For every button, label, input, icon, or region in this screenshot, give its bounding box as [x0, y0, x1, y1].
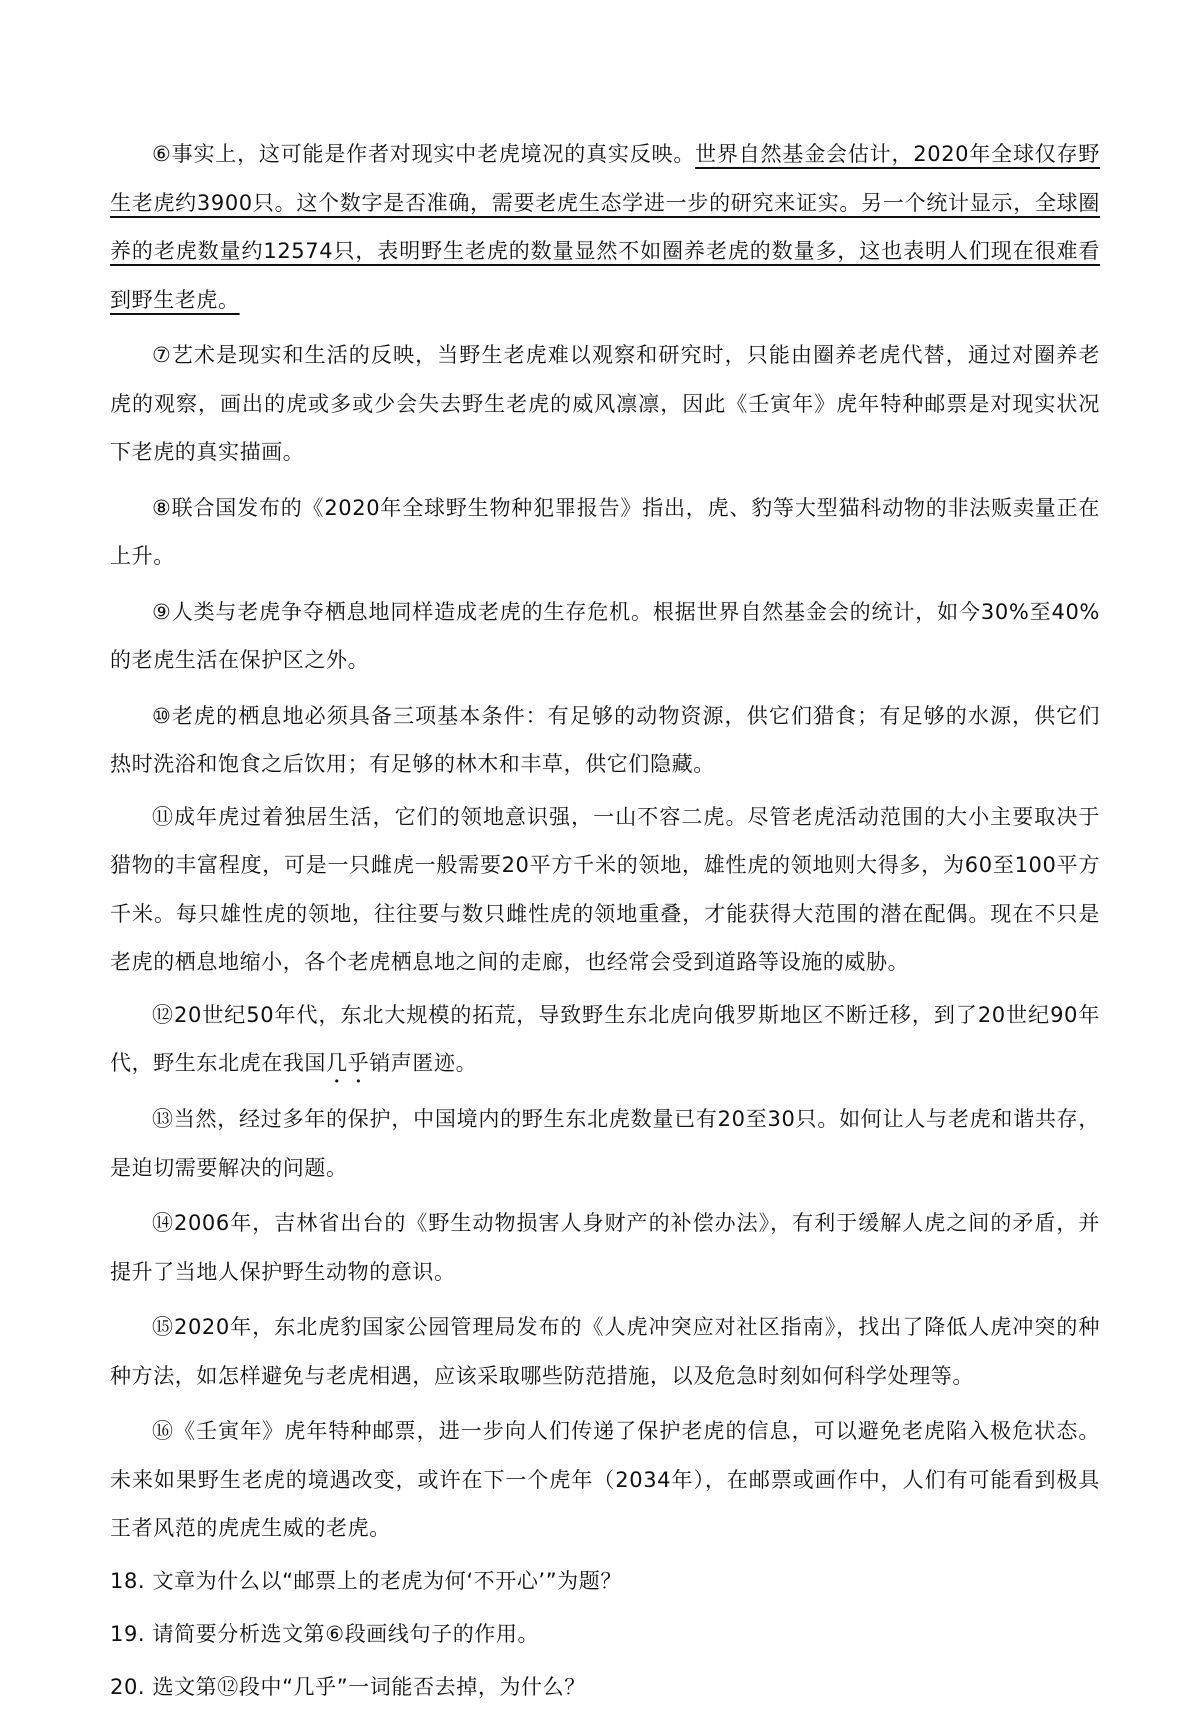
question-20: 20. 选文第⑫段中“几乎”一词能否去掉，为什么？ — [110, 1674, 586, 1699]
paragraph-15: ⑮2020年，东北虎豹国家公园管理局发布的《人虎冲突应对社区指南》，找出了降低人虎冲突的种种方法，如怎样避免与老虎相遇，应该采取哪些防范措施，以及危急时刻如何科学处理等。 — [110, 1315, 1100, 1388]
question-19: 19. 请简要分析选文第⑥段画线句子的作用。 — [110, 1621, 540, 1646]
paragraph-6-lead: ⑥事实上，这可能是作者对现实中老虎境况的真实反映。 — [152, 142, 696, 166]
emphasized-word: 几乎 — [326, 1051, 370, 1075]
paragraph-11: ⑪成年虎过着独居生活，它们的领地意识强，一山不容二虎。尽管老虎活动范围的大小主要取决于猎物的丰富程度，可是一只雌虎一般需要20平方千米的领地，雄性虎的领地则大得多，为60至100平方千米。每只雄性虎的领地，往往要与数只雌性虎的领地重叠，才能获得大范围的潜在配偶。现在不只是老虎的栖息地缩小，各个老虎栖息地之间的走廊，也经常会受到道路等设施的威胁。 — [110, 804, 1100, 974]
paragraph-8: ⑧联合国发布的《2020年全球野生物种犯罪报告》指出，虎、豹等大型猫科动物的非法贩卖量正在上升。 — [110, 495, 1100, 568]
paragraph-9: ⑨人类与老虎争夺栖息地同样造成老虎的生存危机。根据世界自然基金会的统计，如今30%至40%的老虎生活在保护区之外。 — [110, 599, 1100, 672]
paragraph-16: ⑯《壬寅年》虎年特种邮票，进一步向人们传递了保护老虎的信息，可以避免老虎陷入极危状态。未来如果野生老虎的境遇改变，或许在下一个虎年（2034年），在邮票或画作中，人们有可能看到极具王者风范的虎虎生威的老虎。 — [110, 1419, 1100, 1540]
underlined-sentence: 世界自然基金会估计，2020年全球仅存野生老虎约3900只。这个数字是否准确，需要老虎生态学进一步的研究来证实。另一个统计显示，全球圈养的老虎数量约12574只，表明野生老虎的数量显然不如圈养老虎的数量多，这也表明人们现在很难看到野生老虎。 — [110, 142, 1100, 312]
paragraph-12-after: 销声匿迹。 — [369, 1051, 478, 1075]
paragraph-14: ⑭2006年，吉林省出台的《野生动物损害人身财产的补偿办法》，有利于缓解人虎之间的矛盾，并提升了当地人保护野生动物的意识。 — [110, 1211, 1100, 1284]
paragraph-13: ⑬当然，经过多年的保护，中国境内的野生东北虎数量已有20至30只。如何让人与老虎和谐共存，是迫切需要解决的问题。 — [110, 1107, 1100, 1180]
paragraph-7: ⑦艺术是现实和生活的反映，当野生老虎难以观察和研究时，只能由圈养老虎代替，通过对圈养老虎的观察，画出的虎或多或少会失去野生老虎的威风凛凛，因此《壬寅年》虎年特种邮票是对现实状况下老虎的真实描画。 — [110, 343, 1100, 464]
question-list — [110, 1557, 1100, 1711]
paragraph-12 — [110, 991, 1100, 1089]
question-18: 18. 文章为什么以“邮票上的老虎为何‘不开心’”为题？ — [110, 1568, 622, 1593]
paragraph-6 — [110, 130, 1100, 324]
document-page — [110, 130, 1100, 1716]
paragraph-12-before: ⑫20世纪50年代，东北大规模的拓荒，导致野生东北虎向俄罗斯地区不断迁移，到了20世纪90年代，野生东北虎在我国 — [110, 1002, 1100, 1075]
paragraph-10: ⑩老虎的栖息地必须具备三项基本条件：有足够的动物资源，供它们猎食；有足够的水源，供它们热时洗浴和饱食之后饮用；有足够的林木和丰草，供它们隐藏。 — [110, 703, 1100, 776]
